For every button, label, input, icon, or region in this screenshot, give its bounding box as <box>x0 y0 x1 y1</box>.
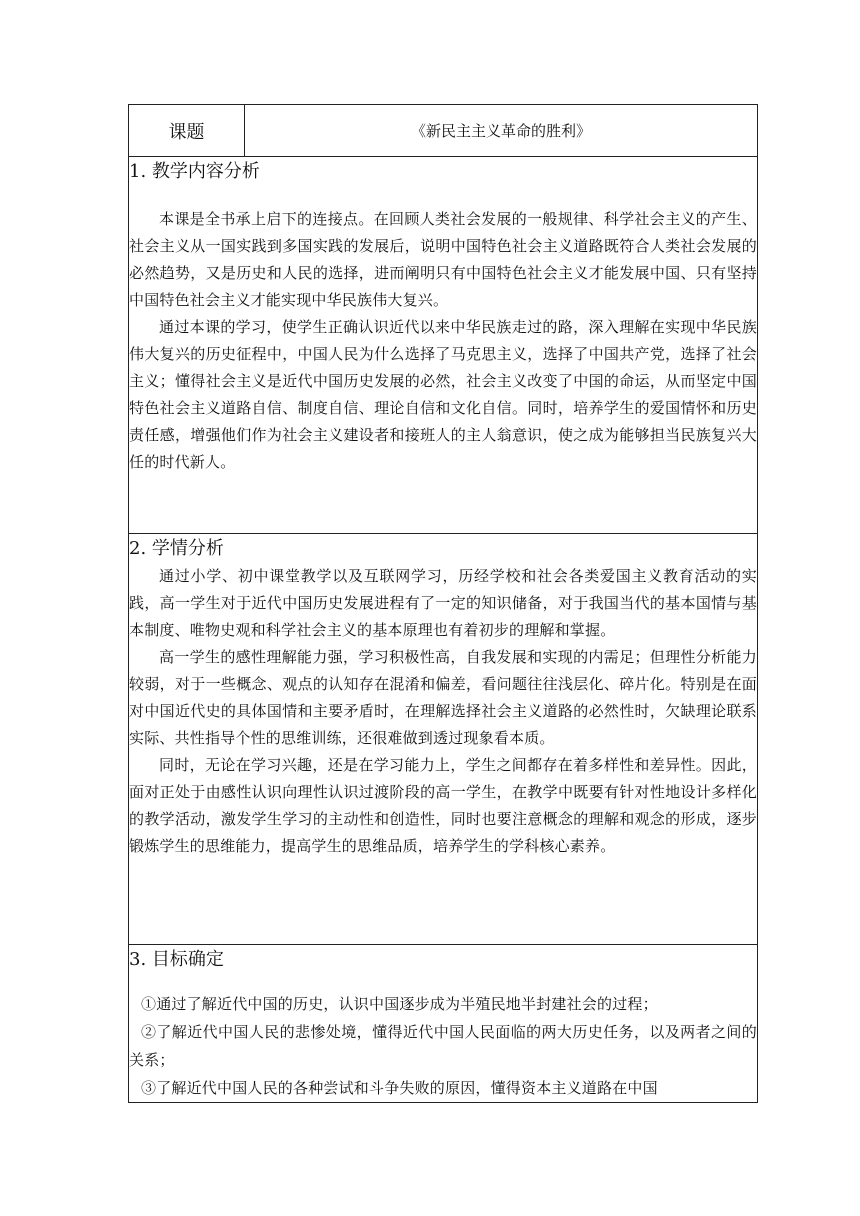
lesson-plan-table <box>128 104 758 1103</box>
section-heading: 3. 目标确定 <box>129 949 224 970</box>
section-content-analysis <box>129 157 758 534</box>
section-row-learner-analysis <box>129 534 758 945</box>
objective-item: ②了解近代中国人民的悲惨处境，懂得近代中国人民面临的两大历史任务，以及两者之间的关系； <box>129 1023 757 1069</box>
section-row-content-analysis <box>129 157 758 534</box>
objective-item: ③了解近代中国人民的各种尝试和斗争失败的原因，懂得资本主义道路在中国 <box>141 1079 658 1097</box>
lesson-title: 《新民主主义革命的胜利》 <box>245 105 758 157</box>
section-heading: 1. 教学内容分析 <box>129 161 260 182</box>
section-row-objectives <box>129 945 758 1103</box>
section-heading: 2. 学情分析 <box>129 538 224 559</box>
paragraph: 高一学生的感性理解能力强，学习积极性高，自我发展和实现的内需足；但理性分析能力较弱，对于一些概念、观点的认知存在混淆和偏差，看问题往往浅层化、碎片化。特别是在面对中国近代史的具体国情和主要矛盾时，在理解选择社会主义道路的必然性时，欠缺理论联系实际、共性指导个性的思维训练，还很难做到透过现象看本质。 <box>129 648 757 747</box>
paragraph: 本课是全书承上启下的连接点。在回顾人类社会发展的一般规律、科学社会主义的产生、社会主义从一国实践到多国实践的发展后，说明中国特色社会主义道路既符合人类社会发展的必然趋势，又是历史和人民的选择，进而阐明只有中国特色社会主义才能发展中国、只有坚持中国特色社会主义才能实现中华民族伟大复兴。 <box>129 210 757 309</box>
section-learner-analysis <box>129 534 758 945</box>
paragraph: 通过本课的学习，使学生正确认识近代以来中华民族走过的路，深入理解在实现中华民族伟大复兴的历史征程中，中国人民为什么选择了马克思主义，选择了中国共产党，选择了社会主义；懂得社会主义是近代中国历史发展的必然，社会主义改变了中国的命运，从而坚定中国特色社会主义道路自信、制度自信、理论自信和文化自信。同时，培养学生的爱国情怀和历史责任感，增强他们作为社会主义建设者和接班人的主人翁意识，使之成为能够担当民族复兴大任的时代新人。 <box>129 318 757 471</box>
paragraph: 通过小学、初中课堂教学以及互联网学习，历经学校和社会各类爱国主义教育活动的实践，高一学生对于近代中国历史发展进程有了一定的知识储备，对于我国当代的基本国情与基本制度、唯物史观和科学社会主义的基本原理也有着初步的理解和掌握。 <box>129 567 757 639</box>
topic-label: 课题 <box>129 105 245 157</box>
title-row <box>129 105 758 157</box>
objective-item: ①通过了解近代中国的历史，认识中国逐步成为半殖民地半封建社会的过程； <box>141 995 658 1013</box>
section-objectives <box>129 945 758 1103</box>
paragraph: 同时，无论在学习兴趣，还是在学习能力上，学生之间都存在着多样性和差异性。因此，面对正处于由感性认识向理性认识过渡阶段的高一学生，在教学中既要有针对性地设计多样化的教学活动，激发学生学习的主动性和创造性，同时也要注意概念的理解和观念的形成，逐步锻炼学生的思维能力，提高学生的思维品质，培养学生的学科核心素养。 <box>129 756 757 855</box>
lesson-plan-sheet <box>128 104 758 1103</box>
